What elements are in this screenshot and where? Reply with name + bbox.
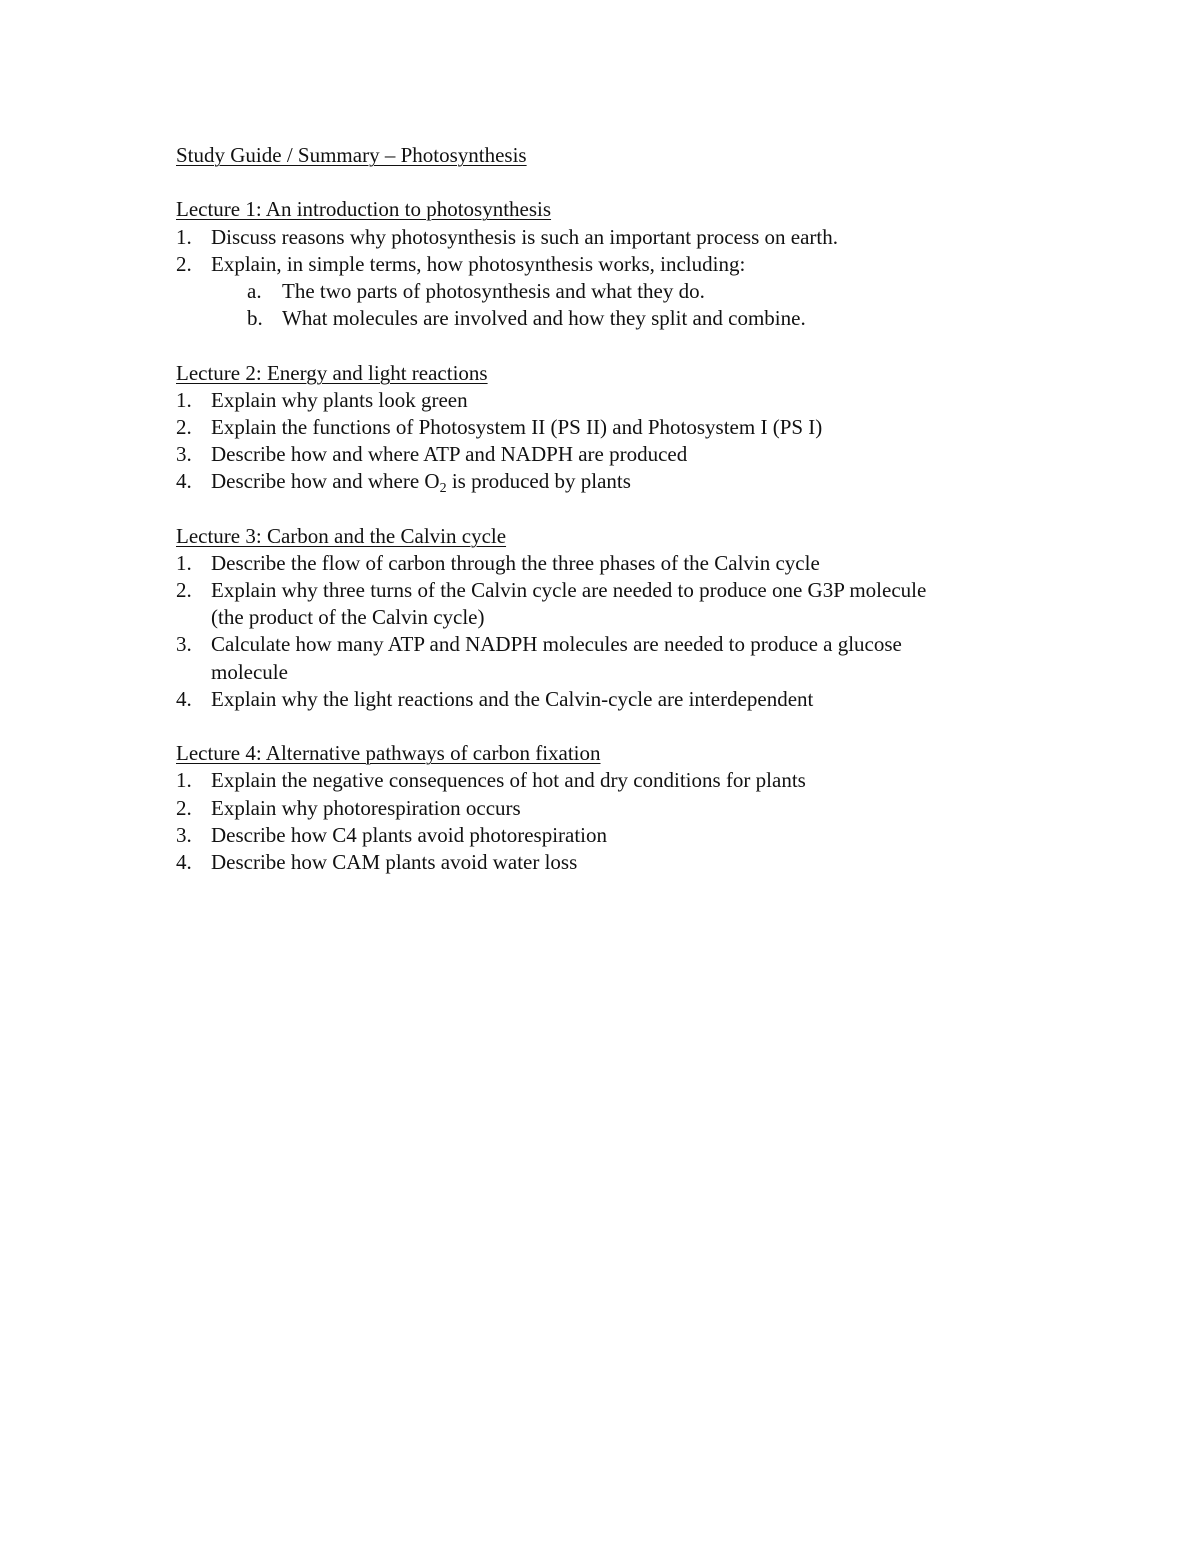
item-text: The two parts of photosynthesis and what they do.: [282, 278, 705, 303]
spacer: [176, 169, 1076, 196]
list-item: [176, 767, 1076, 794]
lecture-2-heading: Lecture 2: Energy and light reactions: [176, 360, 488, 385]
item-text: Calculate how many ATP and NADPH molecules are needed to produce a glucose: [211, 632, 902, 657]
list-item: [176, 414, 1076, 441]
list-item: [176, 795, 1076, 822]
list-item: [176, 686, 1076, 713]
lecture-1-heading: Lecture 1: An introduction to photosynthesis: [176, 197, 552, 222]
item-text: Explain why photorespiration occurs: [211, 795, 521, 820]
lecture-3-heading: Lecture 3: Carbon and the Calvin cycle: [176, 523, 507, 548]
sub-list-item: [176, 305, 1076, 332]
list-item: [176, 441, 1076, 468]
item-number: 1.: [176, 768, 192, 793]
item-text: Explain why three turns of the Calvin cycle are needed to produce one G3P molecule: [211, 578, 927, 602]
item-text: Describe how C4 plants avoid photorespiration: [211, 822, 608, 847]
document-title: Study Guide / Summary – Photosynthesis: [176, 143, 527, 167]
item-number: 2.: [176, 414, 192, 439]
item-text-after: is produced by plants: [446, 469, 631, 494]
item-number: 2.: [176, 795, 192, 820]
item-text: Describe how and where ATP and NADPH are produced: [211, 442, 688, 467]
item-text: Explain the functions of Photosystem II (PS II) and Photosystem I (PS I): [211, 414, 823, 439]
item-number: 1.: [176, 387, 192, 412]
list-item: [176, 631, 1076, 658]
sub-list-item: [176, 278, 1076, 305]
item-text: Explain the negative consequences of hot and dry conditions for plants: [211, 768, 806, 793]
list-item: [176, 577, 1076, 604]
item-number: 3.: [176, 632, 192, 657]
item-text: Describe how CAM plants avoid water loss: [211, 849, 578, 874]
item-text: Discuss reasons why photosynthesis is such an important process on earth.: [211, 224, 838, 249]
item-number: 1.: [176, 224, 192, 249]
item-text: [211, 468, 631, 495]
item-number: 4.: [176, 686, 192, 711]
item-text: Describe the flow of carbon through the three phases of the Calvin cycle: [211, 550, 820, 575]
item-number: 2.: [176, 578, 192, 602]
list-item: [176, 822, 1076, 849]
item-text-before: Describe how and where O: [211, 469, 440, 494]
item-number: 3.: [176, 822, 192, 847]
spacer: [176, 332, 1076, 359]
item-continuation: (the product of the Calvin cycle): [211, 605, 485, 630]
item-text: Explain why plants look green: [211, 387, 468, 412]
item-number: 1.: [176, 550, 192, 575]
list-item: [176, 251, 1076, 278]
list-item: [176, 550, 1076, 577]
list-item: [176, 468, 1076, 495]
item-text: What molecules are involved and how they split and combine.: [282, 306, 806, 331]
spacer: [176, 495, 1076, 522]
oxygen-subscript: 2: [439, 481, 447, 497]
item-continuation: molecule: [211, 659, 288, 684]
lecture-4-heading: Lecture 4: Alternative pathways of carbon fixation: [176, 741, 601, 766]
item-letter: b.: [247, 306, 263, 331]
spacer: [176, 713, 1076, 740]
item-number: 4.: [176, 849, 192, 874]
item-number: 3.: [176, 442, 192, 467]
item-text: Explain, in simple terms, how photosynthesis works, including:: [211, 251, 746, 276]
item-number: 2.: [176, 251, 192, 276]
item-number: 4.: [176, 469, 192, 494]
list-item: [176, 849, 1076, 876]
item-letter: a.: [247, 278, 262, 303]
item-text: Explain why the light reactions and the Calvin-cycle are interdependent: [211, 686, 814, 711]
list-item: [176, 224, 1076, 251]
list-item: [176, 387, 1076, 414]
document-page: [176, 142, 1076, 876]
